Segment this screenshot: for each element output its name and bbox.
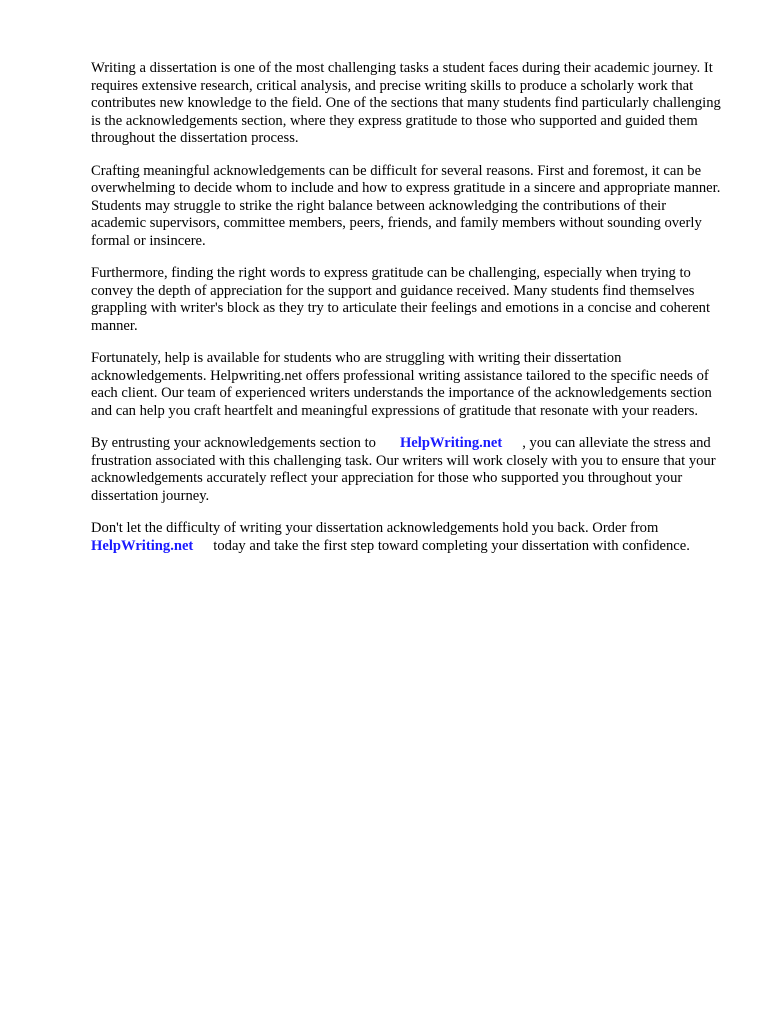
paragraph-order-rest: today and take the first step toward completing your dissertation with confidence. [213, 537, 690, 554]
document-page [91, 60, 723, 570]
paragraph-words: Furthermore, finding the right words to express gratitude can be challenging, especially when trying to convey the depth of appreciation for the support and guidance received. Many students find themselves grappling with writer's block as they try to articulate their feelings and emotions in a concise and coherent manner. [91, 265, 711, 334]
paragraph-order-lead: Don't let the difficulty of writing your dissertation acknowledgements hold you back. Order from [91, 520, 659, 537]
paragraph-entrusting-lead: By entrusting your acknowledgements section to [91, 435, 376, 452]
paragraph-entrusting [91, 435, 723, 505]
paragraph-entrusting-rest: , you can alleviate the stress and frustration associated with this challenging task. Our writers will work closely with you to ensure that your acknowledgements accurately reflect your appreciation for those who supported you throughout your dissertation journey. [91, 435, 716, 504]
paragraph-intro: Writing a dissertation is one of the most challenging tasks a student faces during their academic journey. It requires extensive research, critical analysis, and precise writing skills to produce a scholarly work that contributes new knowledge to the field. One of the sections that many students find particularly challenging is the acknowledgements section, where they express gratitude to those who supported and guided them throughout the dissertation process. [91, 60, 721, 147]
paragraph-help: Fortunately, help is available for students who are struggling with writing their dissertation acknowledgements. Helpwriting.net offers professional writing assistance tailored to the specific needs of each client. Our team of experienced writers understands the importance of the acknowledgements section and can help you craft heartfelt and meaningful expressions of gratitude that resonate with your readers. [91, 350, 712, 419]
helpwriting-order-link[interactable]: HelpWriting.net [91, 537, 194, 554]
paragraph-order [91, 520, 723, 555]
helpwriting-link[interactable]: HelpWriting.net [399, 435, 503, 452]
paragraph-challenges: Crafting meaningful acknowledgements can be difficult for several reasons. First and foremost, it can be overwhelming to decide whom to include and how to express gratitude in a sincere and appropriate manner. Students may struggle to strike the right balance between acknowledging the contributions of their academic supervisors, committee members, peers, friends, and family members without sounding overly formal or insincere. [91, 162, 721, 249]
